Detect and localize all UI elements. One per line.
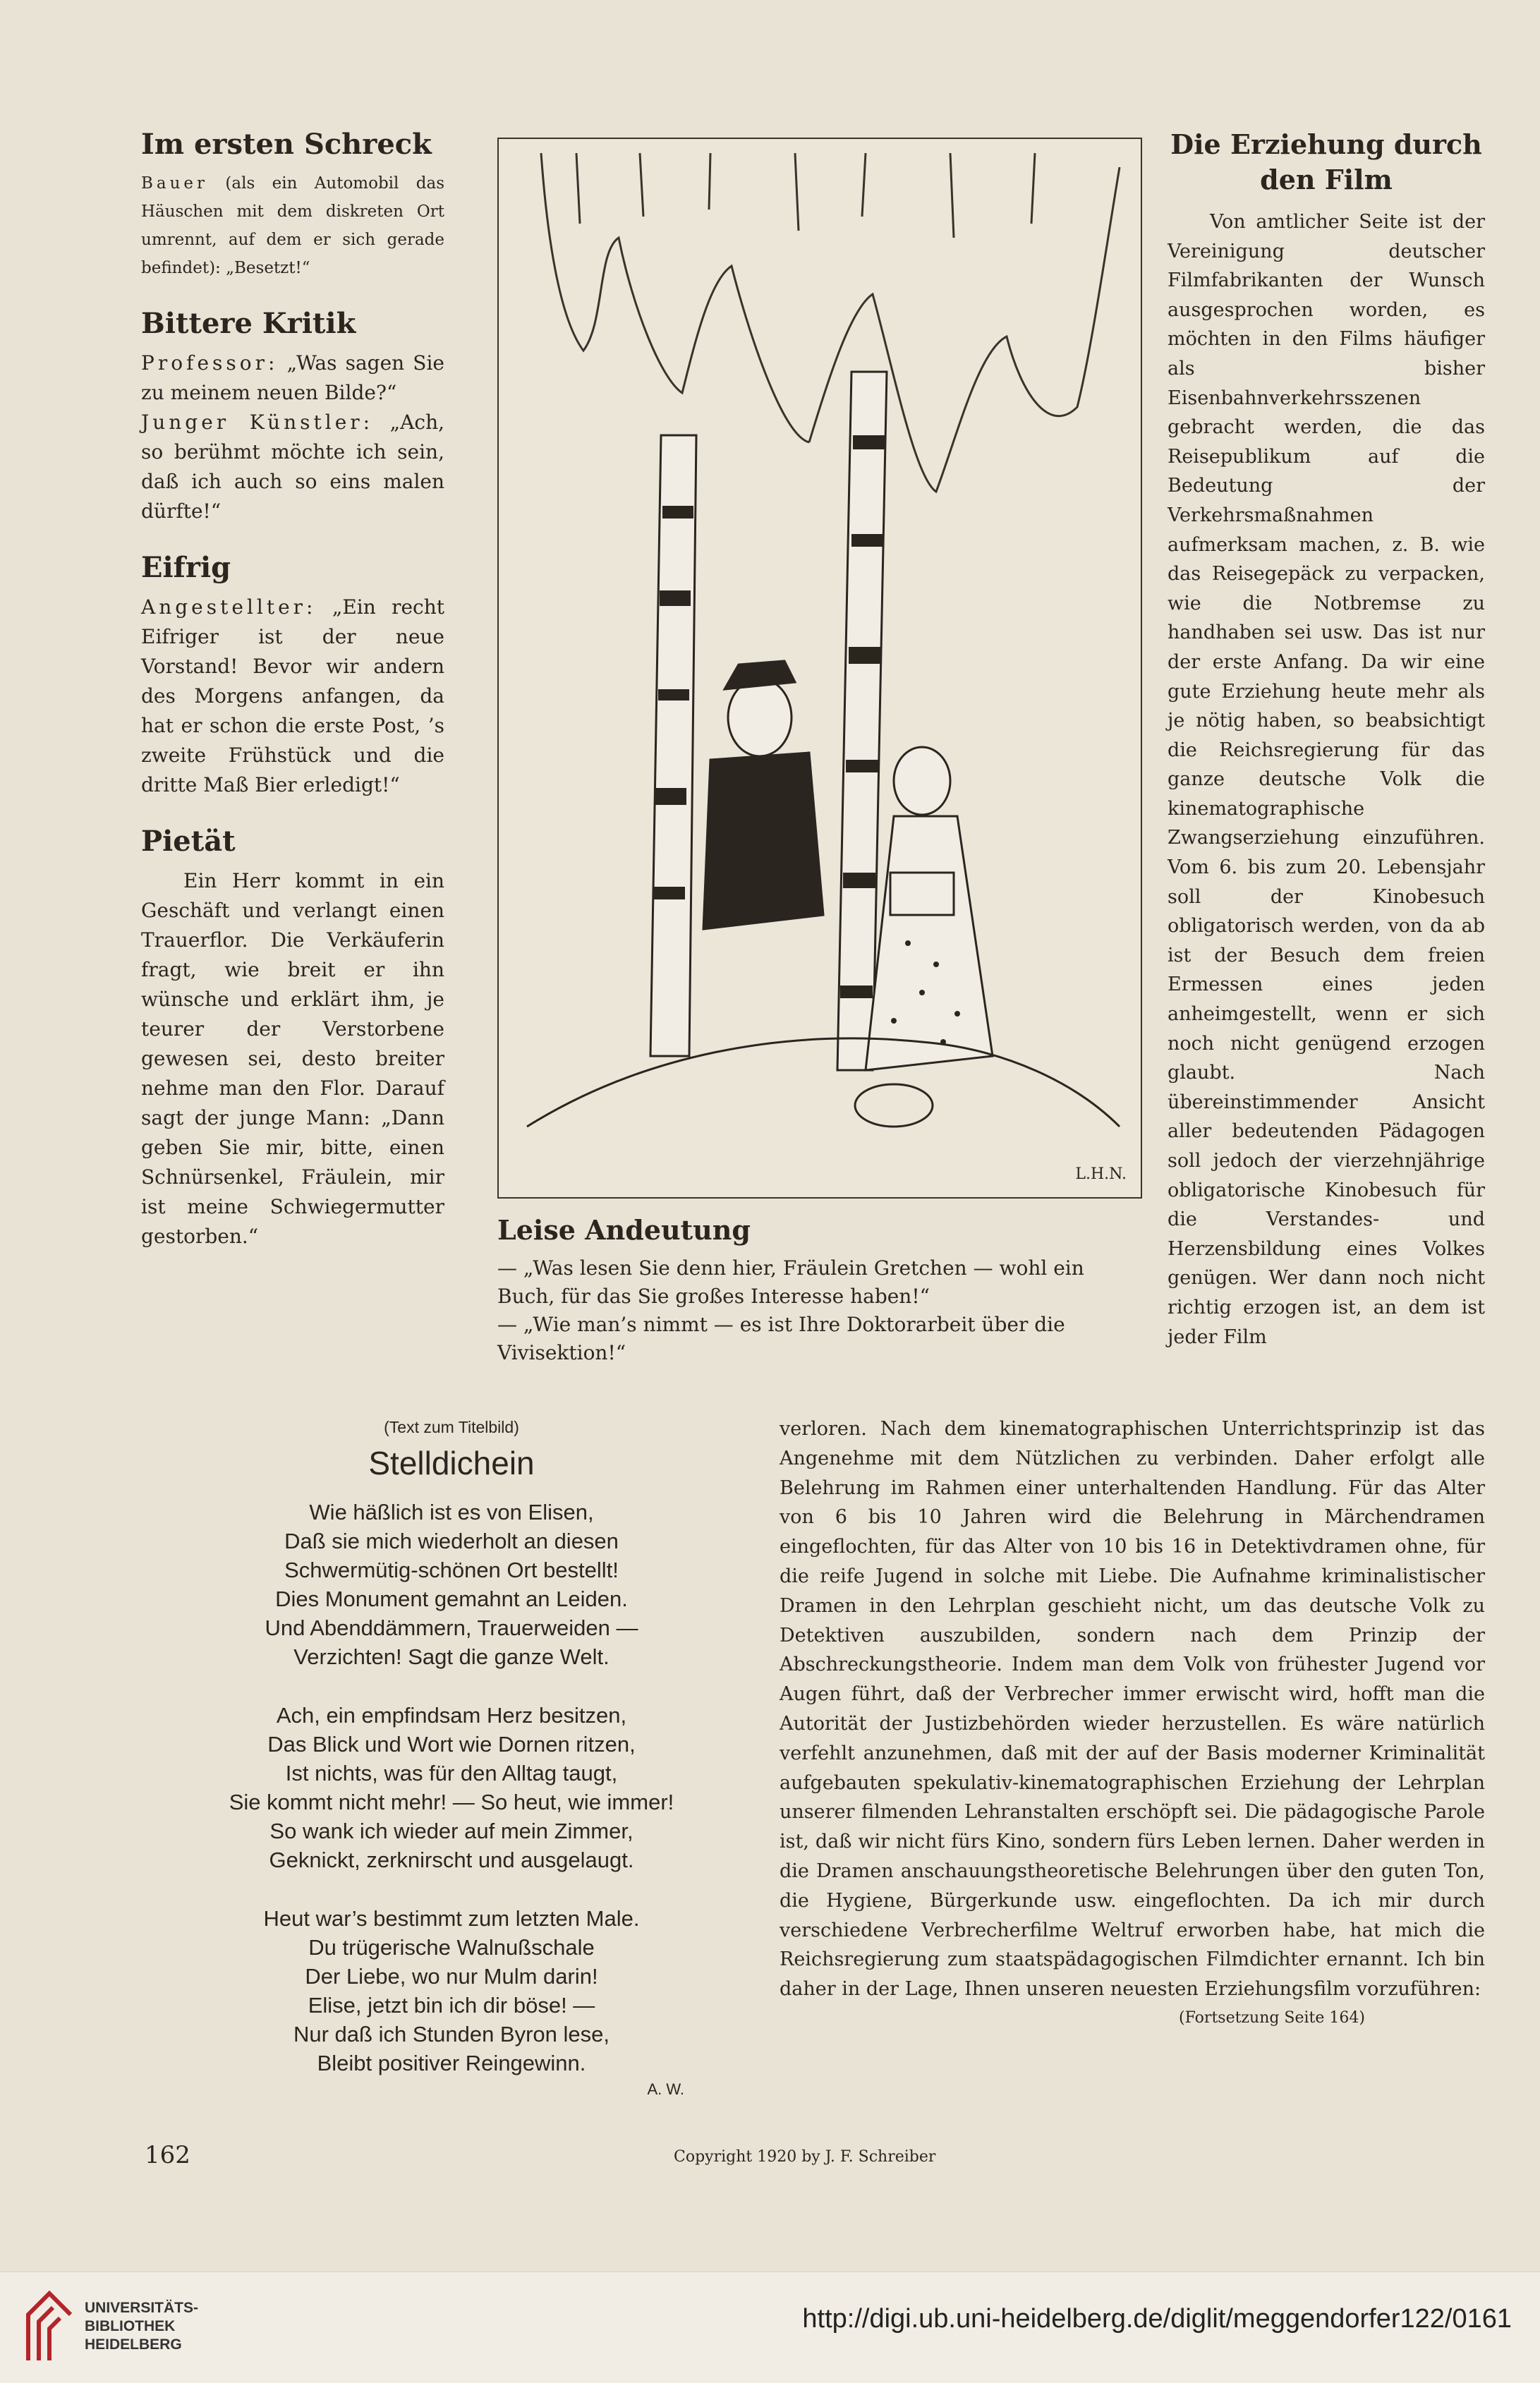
poem-stanza-3 — [141, 1904, 762, 2078]
digitization-footer — [0, 2272, 1540, 2383]
poem-line: Elise, jetzt bin ich dir böse! — — [308, 1993, 595, 2018]
couple-on-birch-trees-illustration — [499, 139, 1141, 1197]
copyright-notice: Copyright 1920 by J. F. Schreiber — [674, 2148, 936, 2166]
anecdote-bittere-kritik-1 — [141, 348, 444, 408]
anecdote-bittere-kritik-2 — [141, 408, 444, 526]
anecdote-im-ersten-schreck — [141, 169, 444, 282]
library-name-line-2: BIBLIOTHEK — [85, 2318, 176, 2334]
speaker-junger-kuenstler: Junger Künstler: — [141, 411, 374, 434]
poem-line: Schwermütig-schönen Ort bestellt! — [284, 1558, 619, 1582]
library-name — [85, 2299, 198, 2354]
poem-stelldichein — [141, 1418, 762, 2099]
poem-line: Du trügerische Walnußschale — [308, 1935, 595, 1960]
heading-bittere-kritik: Bittere Kritik — [141, 307, 356, 340]
page-number: 162 — [145, 2141, 190, 2169]
heading-eifrig: Eifrig — [141, 551, 231, 584]
speaker-bauer: Bauer — [141, 174, 209, 193]
poem-author: A. W. — [647, 2080, 684, 2098]
poem-line: Bleibt positiver Reingewinn. — [317, 2051, 586, 2075]
heading-im-ersten-schreck: Im ersten Schreck — [141, 128, 432, 161]
poem-line: Der Liebe, wo nur Mulm darin! — [305, 1964, 598, 1989]
poem-line: Nur daß ich Stunden Byron lese, — [293, 2022, 610, 2047]
anecdote-text: „Was sagen Sie zu meinem neuen Bilde?“ — [141, 351, 445, 404]
permalink-url[interactable]: http://digi.ub.uni-heidelberg.de/diglit/meggendorfer122/0161 — [802, 2304, 1512, 2334]
speaker-angestellter: Angestellter: — [141, 595, 317, 619]
caption-line-1: — „Was lesen Sie denn hier, Fräulein Gretchen — wohl ein Buch, für das Sie großes Interesse haben!“ — [497, 1256, 1084, 1308]
poem-title: Stelldichein — [368, 1445, 535, 1481]
right-column — [1168, 127, 1485, 1352]
poem-line: Verzichten! Sagt die ganze Welt. — [293, 1644, 610, 1669]
anecdote-text: „Ach, so berühmt möchte ich sein, daß ich auch so eins malen dürfte!“ — [141, 411, 444, 523]
library-name-line-1: UNIVERSITÄTS- — [85, 2300, 199, 2316]
poem-line: Dies Monument gemahnt an Leiden. — [275, 1587, 628, 1611]
anecdote-eifrig — [141, 593, 444, 800]
illustration-frame — [497, 138, 1142, 1199]
caption-heading: Leise Andeutung — [497, 1214, 751, 1246]
heading-erziehung-durch-den-film: Die Erziehung durch den Film — [1170, 128, 1482, 195]
anecdote-text: (als ein Automobil das Häuschen mit dem diskreten Ort umrennt, auf dem er sich gerade befindet): „Besetzt!“ — [141, 174, 444, 277]
caption-line-2: — „Wie man’s nimmt — es ist Ihre Doktorarbeit über die Vivisektion!“ — [497, 1313, 1065, 1364]
continuation-note: (Fortsetzung Seite 164) — [1179, 2008, 1365, 2027]
heading-pietaet: Pietät — [141, 825, 236, 858]
anecdote-pietaet: Ein Herr kommt in ein Geschäft und verlangt einen Trauerflor. Die Verkäuferin fragt, wie breit er ihn wünsche und erklärt ihm, je teurer der Verstorbene gewesen sei, desto breiter nehme man den Flor. Darauf sagt der junge Mann: „Dann geben Sie mir, bitte, einen Schnürsenkel, Fräulein, mir ist meine Schwiegermutter gestorben.“ — [141, 869, 444, 1248]
poem-subtitle: (Text zum Titelbild) — [384, 1418, 519, 1436]
poem-stanza-2 — [141, 1701, 762, 1874]
poem-line: Das Blick und Wort wie Dornen ritzen, — [267, 1732, 636, 1757]
university-library-logo-icon — [21, 2286, 78, 2367]
caption-block — [497, 1213, 1139, 1367]
article-text-continued — [780, 1414, 1485, 2032]
left-column — [141, 127, 444, 1275]
poem-line: Geknickt, zerknirscht und ausgelaugt. — [269, 1848, 634, 1872]
poem-line: Heut war’s bestimmt zum letzten Male. — [263, 1906, 640, 1931]
poem-line: Wie häßlich ist es von Elisen, — [309, 1500, 594, 1524]
poem-line: So wank ich wieder auf mein Zimmer, — [269, 1819, 633, 1843]
anecdote-text: „Ein recht Eifriger ist der neue Vorstand! Bevor wir andern des Morgens anfangen, da hat er schon die erste Post, ’s zweite Frühstück und die dritte Maß Bier erledigt!“ — [141, 595, 444, 796]
speaker-professor: Professor: — [141, 351, 279, 375]
poem-line: Daß sie mich wiederholt an diesen — [284, 1529, 619, 1553]
poem-line: Ist nichts, was für den Alltag taugt, — [285, 1761, 618, 1785]
poem-stanza-1 — [141, 1498, 762, 1671]
article-text-top: Von amtlicher Seite ist der Vereinigung deutscher Filmfabrikanten der Wunsch ausgesprochen worden, es möchten in den Films häufiger als bisher Eisenbahnverkehrsszenen gebracht werden, die das Reisepublikum auf die Bedeutung der Verkehrsmaßnahmen aufmerksam machen, z. B. wie das Reisegepäck zu verpacken, wie die Notbremse zu handhaben sei usw. Das ist nur der erste Anfang. Da wir eine gute Erziehung heute mehr als je nötig haben, so beabsichtigt die Reichsregierung für das ganze deutsche Volk die kinematographische Zwangserziehung einzuführen. Vom 6. bis zum 20. Lebensjahr soll der Kinobesuch obligatorisch werden, von da ab ist der Besuch dem freien Ermessen eines jeden anheimgestellt, wenn er sich noch nicht genügend erzogen glaubt. Nach übereinstimmender Ansicht aller bedeutenden Pädagogen soll jedoch der vierzehnjährige obligatorische Kinobesuch für die Verstandes- und Herzensbildung eines Volkes genügen. Wer dann noch nicht richtig erzogen ist, an dem ist jeder Film — [1168, 211, 1485, 1348]
poem-line: Und Abenddämmern, Trauerweiden — — [265, 1615, 638, 1640]
library-name-line-3: HEIDELBERG — [85, 2336, 182, 2353]
poem-line: Ach, ein empfindsam Herz besitzen, — [276, 1703, 627, 1728]
poem-line: Sie kommt nicht mehr! — So heut, wie immer! — [229, 1790, 674, 1814]
illustration-signature: L.H.N. — [1075, 1165, 1127, 1183]
article-text: verloren. Nach dem kinematographischen Unterrichtsprinzip ist das Angenehme mit dem Nützlichen zu verbinden. Daher erfolgt alle Belehrung im Rahmen einer unterhaltenden Handlung. Für das Alter von 6 bis 10 Jahren wird die Belehrung in Märchendramen eingeflochten, für das Alter von 10 bis 16 in Detektivdramen ohne, für die reife Jugend in solche mit Liebe. Die Aufnahme kriminalistischer Dramen in den Lehrplan geschieht nicht, um das deutsche Volk zu Detektiven auszubilden, sondern nach dem Prinzip der Abschreckungstheorie. Indem man dem Volk von frühester Jugend vor Augen führt, daß der Verbrecher immer erwischt wird, hofft man die Autorität der Justizbehörden wieder herzustellen. Es wäre natürlich verfehlt anzunehmen, daß mit der auf der Basis moderner Kriminalität aufgebauten spekulativ-kinematographischen Erziehung der Lehrplan unserer filmenden Lehranstalten erschöpft sei. Die pädagogische Parole ist, daß wir nicht fürs Kino, sondern fürs Leben lernen. Daher werden in die Dramen anschauungstheoretische Belehrungen über den guten Ton, die Hygiene, Bürgerkunde usw. eingeflochten. Da ich mir durch verschiedene Verbrecherfilme Weltruf erworben habe, hat mich die Reichsregierung zum staatspädagogischen Filmdichter ernannt. Ich bin daher in der Lage, Ihnen unseren neuesten Erziehungsfilm vorzuführen: — [780, 1418, 1485, 2001]
